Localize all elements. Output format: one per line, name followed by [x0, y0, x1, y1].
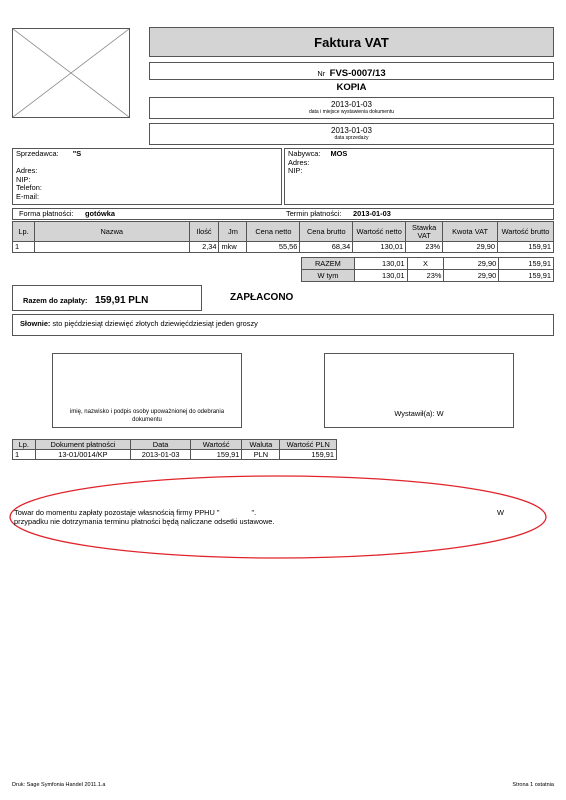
sale-date-box — [149, 123, 554, 145]
cell-lp: 1 — [13, 242, 35, 253]
amount-in-words-label: Słownie: — [20, 319, 51, 328]
seller-nip-label: NIP: — [16, 174, 31, 184]
receiver-signature-box — [52, 353, 242, 428]
seller-name: "S — [72, 149, 82, 158]
pay-header-lp: Lp. — [13, 440, 36, 450]
payments-header-row — [13, 440, 337, 450]
payment-form-box — [12, 208, 554, 220]
razem-vat: 29,90 — [444, 258, 499, 270]
col-header-lp: Lp. — [13, 222, 35, 242]
seller-box — [12, 148, 282, 205]
buyer-name: MOS — [330, 149, 348, 158]
logo-placeholder — [12, 28, 130, 118]
buyer-address-label: Adres: — [288, 157, 310, 167]
cell-gross-price: 68,34 — [300, 242, 353, 253]
cell-vat-amount: 29,90 — [443, 242, 498, 253]
col-header-gross-value: Wartość brutto — [498, 222, 554, 242]
ownership-note-line2: przypadku nie dotrzymania terminu płatności będą naliczane odsetki ustawowe. — [14, 517, 275, 526]
seller-label: Sprzedawca: — [16, 149, 59, 158]
placeholder-cross-icon — [13, 29, 129, 117]
invoice-title: Faktura VAT — [149, 27, 554, 57]
seller-address-label: Adres: — [16, 166, 38, 176]
items-header-row — [13, 222, 554, 242]
pay-cell-date: 2013-01-03 — [131, 450, 191, 460]
wtym-net: 130,01 — [354, 270, 407, 282]
cell-gross-value: 159,91 — [498, 242, 554, 253]
pay-header-document: Dokument płatności — [35, 440, 131, 450]
cell-qty: 2,34 — [189, 242, 219, 253]
receiver-signature-caption: imię, nazwisko i podpis osoby upoważnionej do odebrania dokumentu — [69, 409, 225, 423]
cell-unit: mkw — [219, 242, 247, 253]
totals-row-razem — [302, 258, 554, 270]
col-header-net-value: Wartość netto — [353, 222, 406, 242]
items-table — [12, 221, 554, 253]
buyer-box — [284, 148, 554, 205]
amount-due-value: 159,91 PLN — [94, 295, 149, 306]
payments-table — [12, 439, 337, 460]
pay-header-value-pln: Wartość PLN — [280, 440, 337, 450]
amount-in-words-box — [12, 314, 554, 336]
razem-label: RAZEM — [302, 258, 355, 270]
amount-in-words-value: sto pięćdziesiąt dziewięć złotych dziewięćdziesiąt jeden groszy — [52, 319, 258, 328]
col-header-name: Nazwa — [34, 222, 189, 242]
ownership-note-line1-end: ". — [251, 508, 257, 517]
col-header-net-price: Cena netto — [247, 222, 300, 242]
col-header-vat-rate: Stawka VAT — [406, 222, 443, 242]
issuer-signature-caption: Wystawił(a): W — [394, 409, 444, 418]
footer-right: Strona 1 ostatnia — [512, 782, 554, 788]
pay-header-date: Data — [131, 440, 191, 450]
pay-cell-document: 13-01/0014/KP — [35, 450, 131, 460]
seller-email-label: E-mail: — [16, 191, 39, 201]
payment-form-value: gotówka — [85, 209, 115, 218]
razem-rate: X — [407, 258, 444, 270]
invoice-number: FVS-0007/13 — [329, 68, 386, 79]
wtym-gross: 159,91 — [499, 270, 554, 282]
table-row — [13, 450, 337, 460]
razem-net: 130,01 — [354, 258, 407, 270]
buyer-label: Nabywca: — [288, 149, 321, 158]
cell-name — [34, 242, 189, 253]
totals-table — [301, 257, 554, 282]
amount-due-label: Razem do zapłaty: — [23, 296, 88, 305]
copy-label: KOPIA — [336, 82, 367, 93]
wtym-vat: 29,90 — [444, 270, 499, 282]
cell-net-price: 55,56 — [247, 242, 300, 253]
seller-phone-label: Telefon: — [16, 183, 42, 193]
payment-form-label: Forma płatności: — [19, 209, 74, 218]
amount-due-box — [12, 285, 202, 311]
issue-date-box — [149, 97, 554, 119]
wtym-rate: 23% — [407, 270, 444, 282]
wtym-label: W tym — [302, 270, 355, 282]
invoice-number-box — [149, 62, 554, 80]
payment-term-label: Termin płatności: — [286, 209, 342, 218]
ownership-note-line1: Towar do momentu zapłaty pozostaje własnością firmy PPHU " — [14, 508, 220, 517]
pay-cell-value: 159,91 — [190, 450, 241, 460]
cell-net-value: 130,01 — [353, 242, 406, 253]
pay-cell-currency: PLN — [242, 450, 280, 460]
col-header-vat-amount: Kwota VAT — [443, 222, 498, 242]
pay-cell-value-pln: 159,91 — [280, 450, 337, 460]
invoice-number-label: Nr — [317, 69, 326, 78]
issue-date-caption: data i miejsce wystawienia dokumentu — [308, 109, 395, 115]
pay-header-value: Wartość — [190, 440, 241, 450]
sale-date: 2013-01-03 — [331, 126, 372, 135]
issue-date: 2013-01-03 — [331, 100, 372, 109]
paid-stamp: ZAPŁACONO — [230, 292, 294, 303]
razem-gross: 159,91 — [499, 258, 554, 270]
cell-vat-rate: 23% — [406, 242, 443, 253]
table-row — [13, 242, 554, 253]
pay-header-currency: Waluta — [242, 440, 280, 450]
sale-date-caption: data sprzedaży — [334, 135, 369, 141]
col-header-qty: Ilość — [189, 222, 219, 242]
col-header-unit: Jm — [219, 222, 247, 242]
ownership-note-tail: W — [497, 508, 504, 517]
payment-term-value: 2013-01-03 — [353, 209, 391, 218]
totals-row-wtym — [302, 270, 554, 282]
col-header-gross-price: Cena brutto — [300, 222, 353, 242]
buyer-nip-label: NIP: — [288, 166, 303, 176]
ownership-note — [14, 508, 554, 526]
issuer-signature-box — [324, 353, 514, 428]
footer-left: Druk: Sage Symfonia Handel 2011.1.a — [12, 782, 106, 788]
pay-cell-lp: 1 — [13, 450, 36, 460]
